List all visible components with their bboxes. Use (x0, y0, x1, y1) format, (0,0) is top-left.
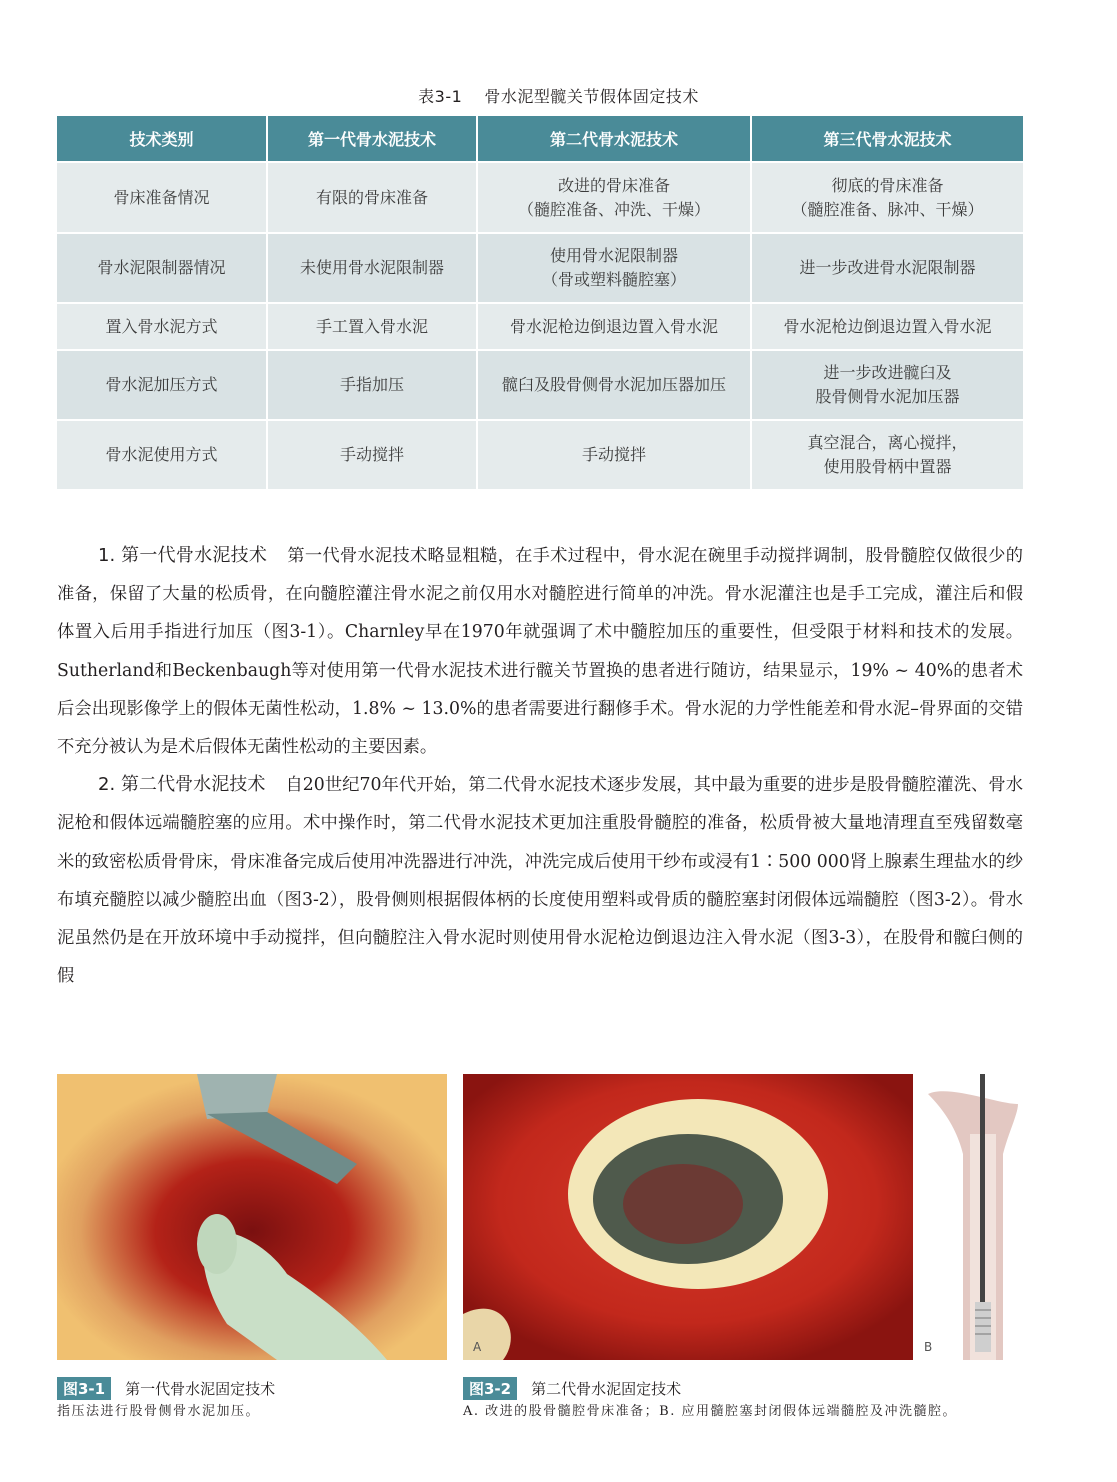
table-cell: 彻底的骨床准备 （髓腔准备、脉冲、干燥） (751, 162, 1023, 233)
header-cell: 第一代骨水泥技术 (267, 116, 477, 162)
table-cell: 骨水泥加压方式 (57, 350, 267, 420)
table-cell: 骨床准备情况 (57, 162, 267, 233)
table-header-row (57, 116, 1023, 162)
table-cell: 骨水泥枪边倒退边置入骨水泥 (477, 303, 751, 350)
table-cell: 进一步改进髋臼及 股骨侧骨水泥加压器 (751, 350, 1023, 420)
table-number: 表3-1 (418, 87, 463, 106)
table-cell: 手指加压 (267, 350, 477, 420)
header-cell: 技术类别 (57, 116, 267, 162)
panel-label-a: A (473, 1340, 482, 1354)
table-cell: 骨水泥限制器情况 (57, 233, 267, 303)
figure-badge: 图3-2 (463, 1377, 517, 1400)
table-row (57, 420, 1023, 489)
figure-3-2-caption (463, 1377, 1025, 1422)
section-heading: 1. 第一代骨水泥技术 (98, 545, 268, 566)
figure-3-2b-drawing (918, 1074, 1023, 1360)
technique-table (57, 116, 1023, 489)
section-paragraph (57, 537, 1023, 766)
section-text: 自20世纪70年代开始，第二代骨水泥技术逐步发展，其中最为重要的进步是股骨髓腔灌洗、骨水泥枪和假体远端髓腔塞的应用。术中操作时，第二代骨水泥技术更加注重股骨髓腔的准备，松质骨被大量地清理直至残留数毫米的致密松质骨骨床，骨床准备完成后使用冲洗器进行冲洗，冲洗完成后使用干纱布或浸有1∶500 000肾上腺素生理盐水的纱布填充髓腔以减少髓腔出血（图3-2），股骨侧则根据假体柄的长度使用塑料或骨质的髓腔塞封闭假体远端髓腔（图3-2）。骨水泥虽然仍是在开放环境中手动搅拌，但向髓腔注入骨水泥时则使用骨水泥枪边倒退边注入骨水泥（图3-3），在股骨和髋臼侧的假 (57, 775, 1023, 987)
table-cell: 手动搅拌 (267, 420, 477, 489)
figure-3-1-caption (57, 1377, 447, 1422)
section-heading: 2. 第二代骨水泥技术 (98, 774, 266, 796)
figure-3-1-photo (57, 1074, 447, 1360)
table-row (57, 350, 1023, 420)
panel-label-b: B (924, 1340, 933, 1354)
table-cell: 髋臼及股骨侧骨水泥加压器加压 (477, 350, 751, 420)
figure-description: A. 改进的股骨髓腔骨床准备；B. 应用髓腔塞封闭假体远端髓腔及冲洗髓腔。 (463, 1404, 957, 1419)
figure-3-2a-photo (463, 1074, 913, 1360)
table-row (57, 233, 1023, 303)
table-cell: 骨水泥枪边倒退边置入骨水泥 (751, 303, 1023, 350)
section-paragraph (57, 766, 1023, 995)
figure-title: 第一代骨水泥固定技术 (125, 1380, 276, 1398)
table-cell: 置入骨水泥方式 (57, 303, 267, 350)
table-row (57, 303, 1023, 350)
figure-title: 第二代骨水泥固定技术 (531, 1380, 682, 1398)
header-cell: 第二代骨水泥技术 (477, 116, 751, 162)
table-cell: 真空混合，离心搅拌， 使用股骨柄中置器 (751, 420, 1023, 489)
table-cell: 骨水泥使用方式 (57, 420, 267, 489)
table-cell: 改进的骨床准备 （髓腔准备、冲洗、干燥） (477, 162, 751, 233)
table-cell: 未使用骨水泥限制器 (267, 233, 477, 303)
table-title (0, 84, 1117, 107)
table-title-text: 骨水泥型髋关节假体固定技术 (484, 87, 699, 106)
table-cell: 手动搅拌 (477, 420, 751, 489)
table-cell: 进一步改进骨水泥限制器 (751, 233, 1023, 303)
header-cell: 第三代骨水泥技术 (751, 116, 1023, 162)
section-text: 第一代骨水泥技术略显粗糙，在手术过程中，骨水泥在碗里手动搅拌调制，股骨髓腔仅做很少的准备，保留了大量的松质骨，在向髓腔灌注骨水泥之前仅用水对髓腔进行简单的冲洗。骨水泥灌注也是手工完成，灌注后和假体置入后用手指进行加压（图3-1）。Charnley早在1970年就强调了术中髓腔加压的重要性，但受限于材料和技术的发展。Sutherland和Beckenbaugh等对使用第一代骨水泥技术进行髋关节置换的患者进行随访，结果显示，19% ~ 40%的患者术后会出现影像学上的假体无菌性松动，1.8% ~ 13.0%的患者需要进行翻修手术。骨水泥的力学性能差和骨水泥–骨界面的交错不充分被认为是术后假体无菌性松动的主要因素。 (57, 546, 1023, 758)
body-text (57, 537, 1023, 995)
figure-description: 指压法进行股骨侧骨水泥加压。 (57, 1404, 261, 1419)
figure-badge: 图3-1 (57, 1377, 111, 1400)
table-cell: 手工置入骨水泥 (267, 303, 477, 350)
table-cell: 使用骨水泥限制器 （骨或塑料髓腔塞） (477, 233, 751, 303)
table-row (57, 162, 1023, 233)
table-cell: 有限的骨床准备 (267, 162, 477, 233)
